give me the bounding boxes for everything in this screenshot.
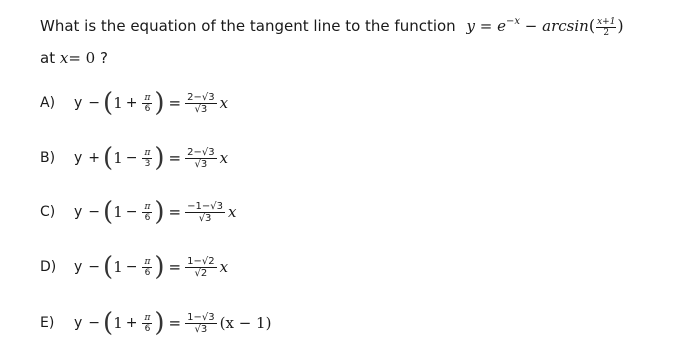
- option-c[interactable]: C) y − ( 1 − $\frac{\pi}{6}$ ) = $\frac{-1-√3}{√3}$ x: [40, 197, 237, 227]
- option-e[interactable]: E) y − ( 1 + $\frac{\pi}{6}$ ) = $\frac{1-√3}{√3}$ (x − 1): [40, 308, 272, 338]
- pi-fraction: $\frac{\pi}{6}$: [144, 256, 151, 278]
- question-line-1: [40, 16, 624, 38]
- option-d[interactable]: D) y − ( 1 − $\frac{\pi}{6}$ ) = $\frac{1-√2}{√2}$ x: [40, 252, 229, 282]
- rhs-fraction: $\frac{2-√3}{√3}$: [187, 146, 215, 170]
- pi-fraction: $\frac{\pi}{3}$: [144, 147, 151, 169]
- rhs-fraction: $\frac{-1-√3}{√3}$: [187, 200, 223, 224]
- arcsin-argument: $\frac{x+1}{2}$: [597, 16, 616, 38]
- option-b[interactable]: B) y + ( 1 − $\frac{\pi}{3}$ ) = $\frac{2-√3}{√3}$ x: [40, 143, 229, 173]
- pi-fraction: $\frac{\pi}{6}$: [144, 201, 151, 223]
- option-a[interactable]: A) y − ( 1 + $\frac{\pi}{6}$ ) = $\frac{2-√3}{√3}$ x: [40, 88, 229, 118]
- rhs-fraction: $\frac{2-√3}{√3}$: [187, 91, 215, 115]
- pi-fraction: $\frac{\pi}{6}$: [144, 312, 151, 334]
- rhs-fraction: $\frac{1-√3}{√3}$: [187, 311, 215, 335]
- pi-fraction: $\frac{\pi}{6}$: [144, 92, 151, 114]
- function-expression: $y = e^{-x} - \arcsin$( $\frac{x+1}{2}$ ): [466, 16, 624, 38]
- question-text: What is the equation of the tangent line to the function: [40, 17, 456, 35]
- rhs-fraction: $\frac{1-√2}{√2}$: [187, 255, 215, 279]
- question-line-2: at x= 0 ?: [40, 49, 108, 67]
